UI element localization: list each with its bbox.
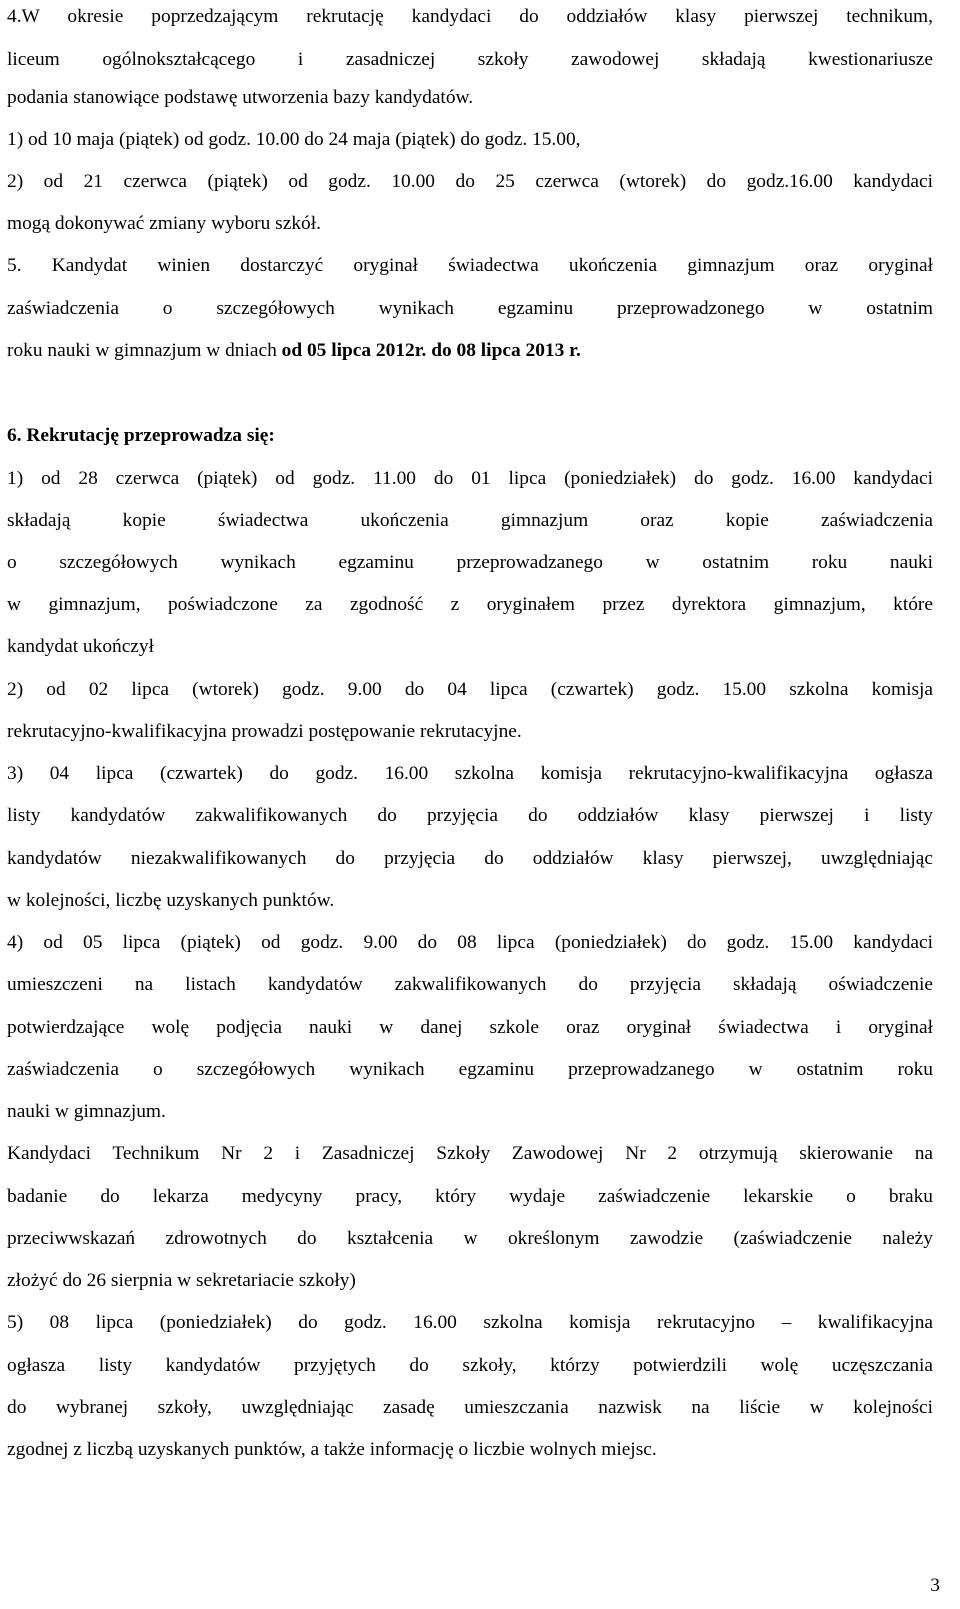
- section6-line: w gimnazjum, poświadczone za zgodność z oryginałem przez dyrektora gimnazjum, które: [7, 594, 933, 615]
- section6-line: 5) 08 lipca (poniedziałek) do godz. 16.00 szkolna komisja rekrutacyjno – kwalifikacyjna: [7, 1312, 933, 1333]
- section4-line-5: 2) od 21 czerwca (piątek) od godz. 10.00 do 25 czerwca (wtorek) do godz.16.00 kandydaci: [7, 171, 933, 192]
- section6-line: składają kopie świadectwa ukończenia gimnazjum oraz kopie zaświadczenia: [7, 510, 933, 531]
- section6-line: złożyć do 26 sierpnia w sekretariacie szkoły): [7, 1270, 356, 1291]
- section6-line: zaświadczenia o szczegółowych wynikach egzaminu przeprowadzanego w ostatnim roku: [7, 1059, 933, 1080]
- section6-line: kandydatów niezakwalifikowanych do przyjęcia do oddziałów klasy pierwszej, uwzględniając: [7, 848, 933, 869]
- section6-heading: 6. Rekrutację przeprowadza się:: [7, 425, 275, 446]
- section6-line: badanie do lekarza medycyny pracy, który wydaje zaświadczenie lekarskie o braku: [7, 1186, 933, 1207]
- page-number: 3: [930, 1575, 940, 1596]
- section6-line: potwierdzające wolę podjęcia nauki w danej szkole oraz oryginał świadectwa i oryginał: [7, 1017, 933, 1038]
- section6-line: kandydat ukończył: [7, 636, 155, 657]
- section6-line: rekrutacyjno-kwalifikacyjna prowadzi postępowanie rekrutacyjne.: [7, 721, 522, 742]
- section6-line: przeciwwskazań zdrowotnych do kształcenia w określonym zawodzie (zaświadczenie należy: [7, 1228, 933, 1249]
- section6-line: do wybranej szkoły, uwzględniając zasadę umieszczania nazwisk na liście w kolejności: [7, 1397, 933, 1418]
- section4-line-6: mogą dokonywać zmiany wyboru szkół.: [7, 213, 321, 234]
- section5-line-3: [7, 338, 933, 364]
- section5-line-1: 5. Kandydat winien dostarczyć oryginał świadectwa ukończenia gimnazjum oraz oryginał: [7, 255, 933, 276]
- section6-line: 1) od 28 czerwca (piątek) od godz. 11.00 do 01 lipca (poniedziałek) do godz. 16.00 kandydaci: [7, 468, 933, 489]
- section6-line: w kolejności, liczbę uzyskanych punktów.: [7, 890, 335, 911]
- section4-line-3: podania stanowiące podstawę utworzenia bazy kandydatów.: [7, 87, 474, 108]
- section4-line-4: 1) od 10 maja (piątek) od godz. 10.00 do 24 maja (piątek) do godz. 15.00,: [7, 129, 581, 150]
- section5-line-2: zaświadczenia o szczegółowych wynikach egzaminu przeprowadzonego w ostatnim: [7, 298, 933, 319]
- section6-line: 4) od 05 lipca (piątek) od godz. 9.00 do 08 lipca (poniedziałek) do godz. 15.00 kandydaci: [7, 932, 933, 953]
- section6-line: zgodnej z liczbą uzyskanych punktów, a także informację o liczbie wolnych miejsc.: [7, 1439, 657, 1460]
- section6-line: listy kandydatów zakwalifikowanych do przyjęcia do oddziałów klasy pierwszej i listy: [7, 805, 933, 826]
- section4-line-2: liceum ogólnokształcącego i zasadniczej szkoły zawodowej składają kwestionariusze: [7, 49, 933, 70]
- section6-line: nauki w gimnazjum.: [7, 1101, 166, 1122]
- section6-line: o szczegółowych wynikach egzaminu przeprowadzanego w ostatnim roku nauki: [7, 552, 933, 573]
- section6-line: umieszczeni na listach kandydatów zakwalifikowanych do przyjęcia składają oświadczenie: [7, 974, 933, 995]
- section6-line: Kandydaci Technikum Nr 2 i Zasadniczej Szkoły Zawodowej Nr 2 otrzymują skierowanie na: [7, 1143, 933, 1164]
- section5-line-3-text: roku nauki w gimnazjum w dniach: [7, 340, 282, 361]
- section4-line-1: 4.W okresie poprzedzającym rekrutację kandydaci do oddziałów klasy pierwszej technikum,: [7, 6, 933, 27]
- section6-line: 3) 04 lipca (czwartek) do godz. 16.00 szkolna komisja rekrutacyjno-kwalifikacyjna ogłasza: [7, 763, 933, 784]
- section5-date-range: od 05 lipca 2012r. do 08 lipca 2013 r.: [281, 340, 581, 361]
- section6-line: ogłasza listy kandydatów przyjętych do szkoły, którzy potwierdzili wolę uczęszczania: [7, 1355, 933, 1376]
- section6-line: 2) od 02 lipca (wtorek) godz. 9.00 do 04 lipca (czwartek) godz. 15.00 szkolna komisja: [7, 679, 933, 700]
